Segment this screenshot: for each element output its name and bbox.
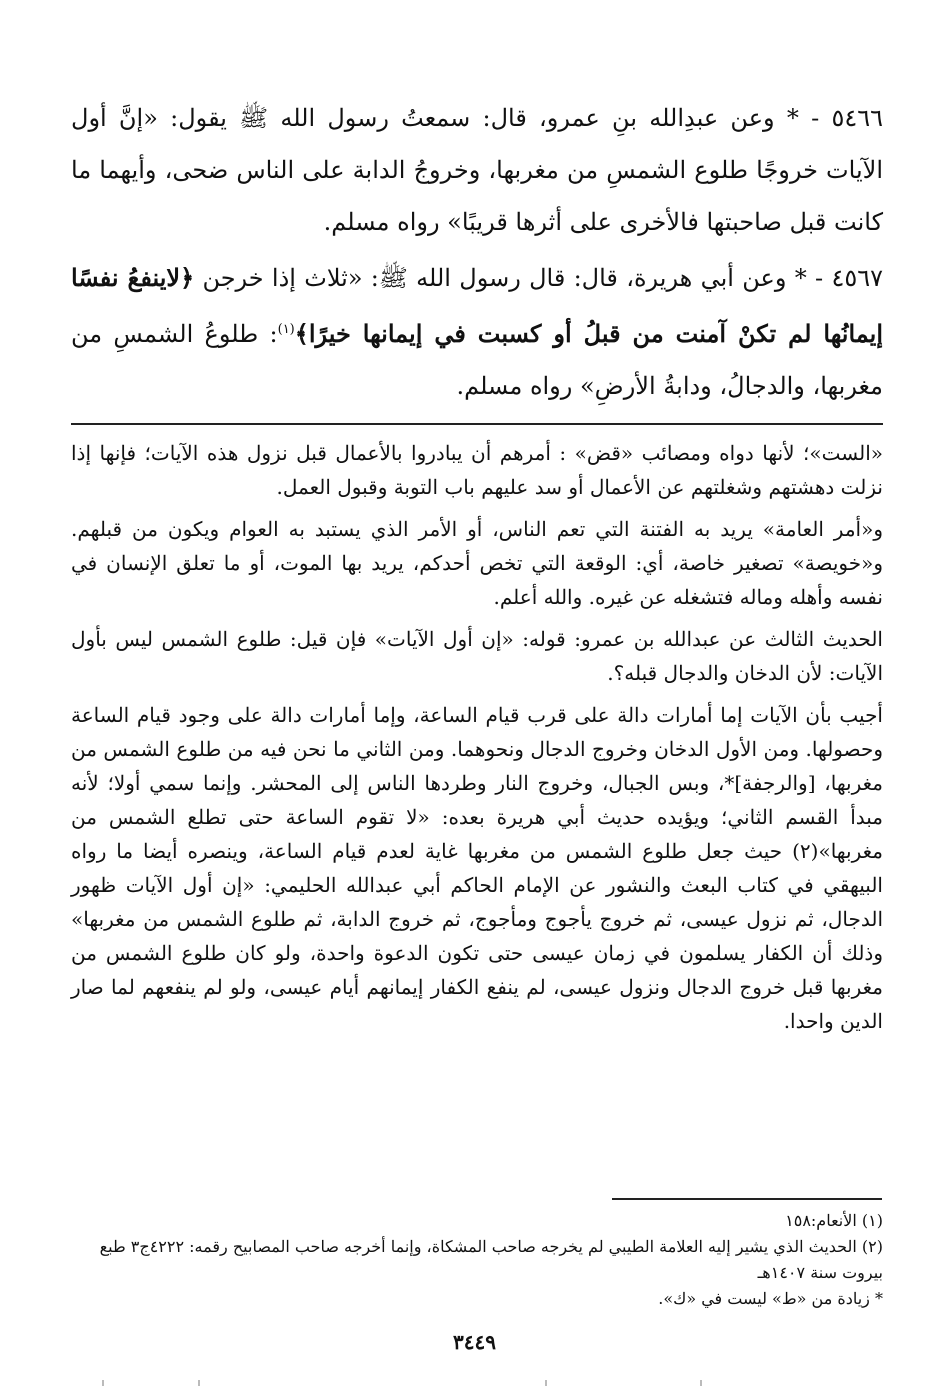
footnote-ref: (١) (277, 322, 295, 337)
footnote-note: * زيادة من «ط» ليست في «ك». (658, 1289, 883, 1308)
hadith-5466 (71, 92, 883, 248)
commentary-paragraph: الحديث الثالث عن عبدالله بن عمرو: قوله: «إن أول الآيات» فإن قيل: طلوع الشمس ليس بأول الآيات: لأن الدخان والدجال قبله؟. (71, 627, 883, 685)
commentary (71, 436, 883, 1046)
commentary-paragraph: «الست»؛ لأنها دواه ومصائب «قض» : أمرهم أن يبادروا بالأعمال قبل نزول هذه الآيات؛ فإنها إذا نزلت دهشتهم وشغلتهم عن الأعمال أو سد عليهم باب التوبة وقبول العمل. (71, 441, 883, 499)
commentary-paragraph: و«أمر العامة» يريد به الفتنة التي تعم الناس، أو الأمر الذي يستبد به العوام ويكون من قبلهم. و«خويصة» تصغير خاصة، أي: الوقعة التي تخص أحدكم، يريد بها الموت، أو ما تعلق الإنسان في نفسه وأهله وماله فتشغله عن غيره. والله أعلم. (71, 517, 883, 609)
footnotes (71, 1208, 883, 1312)
hadith-5466-text: ٥٤٦٦ - * وعن عبدِالله بنِ عمرو، قال: سمعتُ رسول الله ﷺ يقول: «إنَّ أول الآيات خروجًا طلوع الشمسِ من مغربها، وخروجُ الدابة على الناس ضحى، وأيهما ما كانت قبل صاحبتها فالأخرى على أثرها قريبًا» رواه مسلم. (71, 104, 883, 236)
footnote-2: (٢) الحديث الذي يشير إليه العلامة الطيبي لم يخرجه صاحب المشكاة، وإنما أخرجه صاحب المصابيح رقمه: ٤٢٢٢ج٣ طبع بيروت سنة ١٤٠٧هـ (99, 1237, 883, 1282)
footnote-divider (612, 1198, 882, 1200)
hadith-5467-intro: ٤٥٦٧ - * وعن أبي هريرة، قال: قال رسول الله ﷺ: «ثلاث إذا خرجن (202, 264, 883, 292)
footnote-1: (١) الأنعام:١٥٨ (785, 1211, 883, 1230)
scan-edge-marks (0, 1380, 949, 1386)
commentary-paragraph: أجيب بأن الآيات إما أمارات دالة على قرب قيام الساعة، وإما أمارات دالة على وجود قيام الساعة وحصولها. ومن الأول الدخان وخروج الدجال ونحوهما. ومن الثاني ما نحن فيه من طلوع الشمس من مغربها، [والرجفة]*، وبس الجبال، وخروج النار وطردها الناس إلى المحشر. وإنما سمي أولا؛ لأنه مبدأ القسم الثاني؛ ويؤيده حديث أبي هريرة بعده: «لا تقوم الساعة حتى تطلع الشمس من مغربها»(٢) حيث جعل طلوع الشمس من مغربها غاية لعدم قيام الساعة، وينصره أيضا ما رواه البيهقي في كتاب البعث والنشور عن الإمام الحاكم أبي عبدالله الحليمي: «إن أول الآيات ظهور الدجال، ثم نزول عيسى، ثم خروج يأجوج ومأجوج، ثم خروج الدابة، ثم طلوع الشمس من مغربها» وذلك أن الكفار يسلمون في زمان عيسى حتى تكون الدعوة واحدة، ولو كان طلوع الشمس من مغربها قبل خروج الدجال ونزول عيسى، لم ينفع الكفار إيمانهم أيام عيسى، ولو لم ينفعهم لما صار الدين واحدا. (71, 703, 883, 1033)
page-number: ٣٤٤٩ (453, 1330, 496, 1354)
quran-verse: ﴿لاينفعُ نفسًا إيمانُها لم تكنْ آمنت من قبلُ أو كسبت في إيمانها خيرًا﴾ (71, 263, 883, 348)
hadith-5467 (71, 252, 883, 412)
section-divider (71, 423, 883, 425)
hadith-5467-rest: : طلوعُ الشمسِ من مغربها، والدجالُ، ودابةُ الأرضِ» رواه مسلم. (71, 320, 883, 400)
